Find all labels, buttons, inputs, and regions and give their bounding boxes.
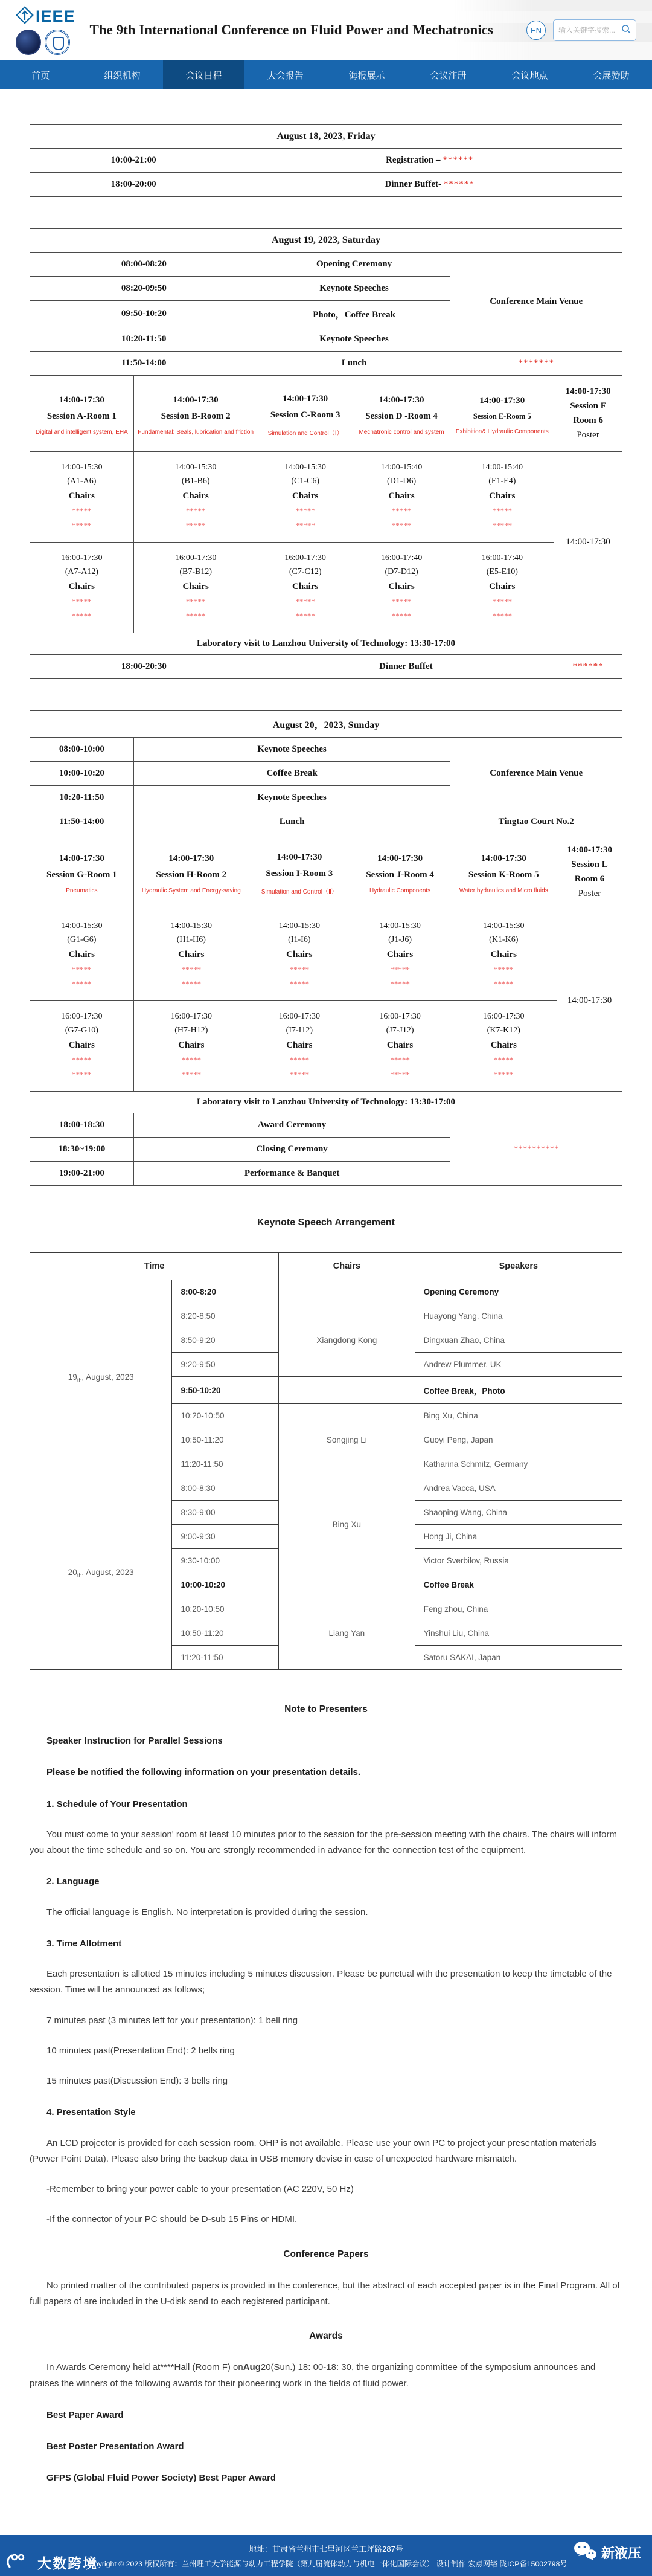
bell-rule: 10 minutes past(Presentation End): 2 bells ring (46, 2045, 235, 2056)
cell-time: 10:20-10:50 (172, 1404, 279, 1428)
cell-time: 08:20-09:50 (30, 277, 258, 301)
cell-time: 18:00-20:30 (30, 655, 258, 679)
logo-column (16, 6, 75, 55)
notes-subheading: Speaker Instruction for Parallel Sessions (46, 1736, 223, 1747)
keynote-section-heading: Keynote Speech Arrangement (257, 1217, 395, 1228)
nav-item-registration[interactable]: 会议注册 (430, 70, 467, 81)
session-f-poster-header: 14:00-17:30 Session F Room 6 Poster (554, 376, 622, 452)
session-topic: Pneumatics (66, 887, 98, 894)
cell-speaker: Satoru SAKAI, Japan (415, 1646, 622, 1670)
page-header (0, 0, 652, 60)
search-input[interactable] (558, 26, 621, 34)
cell-event (237, 149, 622, 173)
poster-session-time: 14:00-17:30 (554, 452, 622, 633)
footer-copyright: Copyright © 2023 版权所有：兰州理工大学能源与动力工程学院（第九届流体动力与机电一体化国际会议） 设计制作 宏点网络 陇ICP备15002798号 (85, 2559, 567, 2568)
date-cell-aug19: $19_{th}$, August, 2023 (30, 1280, 172, 1476)
cell-event: Dinner Buffet (258, 655, 554, 679)
cell-time: 09:50-10:20 (30, 301, 258, 327)
note-to-presenters-section (30, 1701, 622, 2487)
cell-time: 19:00-21:00 (30, 1162, 134, 1186)
session-slot: 14:00-15:30 (G1-G6) Chairs ***** ***** (30, 910, 134, 1001)
day-title: August 20，2023, Sunday (30, 711, 622, 738)
session-header-row (30, 834, 622, 910)
cell-speaker: Opening Ceremony (415, 1280, 622, 1304)
cell-event: Opening Ceremony (258, 253, 450, 277)
session-slot: 14:00-15:30 (A1-A6) Chairs ***** ***** (30, 452, 134, 543)
cell-chair: Songjing Li (279, 1404, 415, 1476)
cell-time: 10:00-21:00 (30, 149, 237, 173)
main-navigation (0, 60, 652, 89)
cell-time: 10:00-10:20 (30, 762, 134, 786)
cell-time: 10:00-10:20 (172, 1573, 279, 1597)
cell-time: 8:30-9:00 (172, 1501, 279, 1525)
dashu-watermark-logo-icon (5, 2552, 35, 2572)
cell-chair: Liang Yan (279, 1597, 415, 1670)
wechat-block[interactable] (572, 2540, 641, 2566)
cell-speaker: Andrea Vacca, USA (415, 1476, 622, 1501)
cell-time: 11:50-14:00 (30, 810, 134, 834)
cell-event: Keynote Speeches (258, 277, 450, 301)
language-en-button[interactable]: EN (526, 21, 546, 40)
cell-time: 8:00-8:20 (172, 1280, 279, 1304)
lab-visit-row (30, 1092, 622, 1113)
cell-time: 9:30-10:00 (172, 1549, 279, 1573)
event-label: Registration – (386, 155, 441, 165)
redacted-stars: ****** (443, 179, 475, 189)
notes-item-heading: 4. Presentation Style (46, 2107, 136, 2118)
cell-time: 8:00-8:30 (172, 1476, 279, 1501)
program-content (16, 89, 636, 2535)
bell-rule: 7 minutes past (3 minutes left for your presentation): 1 bell ring (46, 2015, 298, 2026)
page-title: The 9th International Conference on Fluid Power and Mechatronics (89, 22, 493, 38)
notes-paragraph: The official language is English. No interpretation is provided during the session. (46, 1907, 368, 1918)
session-h-header: 14:00-17:30 Session H-Room 2 Hydraulic System and Energy-saving (133, 834, 249, 910)
session-g-header: 14:00-17:30 Session G-Room 1 Pneumatics (30, 834, 134, 910)
dashu-watermark (5, 2552, 98, 2572)
session-topic: Exhibition& Hydraulic Components (455, 428, 549, 435)
session-topic: Hydraulic Components (369, 887, 431, 894)
session-slot: 14:00-15:40 (D1-D6) Chairs ***** ***** (353, 452, 450, 543)
table-row (30, 738, 622, 762)
wechat-icon (572, 2540, 598, 2566)
cell-event: Photo，Coffee Break (258, 301, 450, 327)
notes-item-heading: 1. Schedule of Your Presentation (46, 1798, 188, 1809)
session-topic: Simulation and Control（Ⅱ） (261, 889, 337, 895)
session-slot: 16:00-17:40 (E5-E10) Chairs ***** ***** (450, 543, 554, 633)
cell-time: 08:00-08:20 (30, 253, 258, 277)
session-slot: 14:00-15:30 (I1-I6) Chairs ***** ***** (249, 910, 350, 1001)
notes-paragraph: You must come to your session' room at least 10 minutes prior to the session for the pre-session meeting with the chairs. The chairs will inform you about the time schedule and so on. You are strongly recommended in advance for the connection test of the equipment. (30, 1829, 617, 1856)
keynote-speech-table (30, 1252, 622, 1670)
cell-event: Keynote Speeches (258, 327, 450, 352)
session-e-header: 14:00-17:30 Session E-Room 5 Exhibition& Hydraulic Components (450, 376, 554, 452)
keynote-row (30, 1476, 622, 1501)
session-topic: Fundamental: Seals, lubrication and friction (138, 429, 254, 436)
award-name: GFPS (Global Fluid Power Society) Best Paper Award (46, 2473, 276, 2484)
cell-time: 11:50-14:00 (30, 352, 258, 376)
session-slot: 16:00-17:30 (J7-J12) Chairs ***** ***** (350, 1001, 450, 1092)
poster-session-time: 14:00-17:30 (557, 910, 622, 1092)
table-row (30, 149, 622, 173)
cell-event: Closing Ceremony (133, 1138, 450, 1162)
session-slot: 16:00-17:30 (G7-G10) Chairs ***** ***** (30, 1001, 134, 1092)
cell-time: 18:00-18:30 (30, 1113, 134, 1138)
session-slot: 14:00-15:30 (C1-C6) Chairs ***** ***** (258, 452, 353, 543)
nav-item-keynotes[interactable]: 大会报告 (267, 70, 304, 81)
cell-speaker: Shaoping Wang, China (415, 1501, 622, 1525)
notes-paragraph: An LCD projector is provided for each session room. OHP is not available. Please use your own PC to project your presentation materials (Power Point Data). Please also bring the backup data in USB memory devise in case of unexpected hardware mismatch. (30, 2137, 597, 2164)
table-row (30, 173, 622, 197)
cell-chair (279, 1377, 415, 1404)
nav-item-home[interactable]: 首页 (31, 70, 50, 81)
session-a-header: 14:00-17:30 Session A-Room 1 Digital and intelligent system, EHA (30, 376, 134, 452)
cell-time: 9:20-9:50 (172, 1353, 279, 1377)
cell-speaker: Dingxuan Zhao, China (415, 1328, 622, 1353)
notes-heading: Note to Presenters (284, 1704, 368, 1715)
cell-lunch-venue: Tingtao Court No.2 (450, 810, 622, 834)
cell-speaker: Bing Xu, China (415, 1404, 622, 1428)
session-slot: 16:00-17:30 (K7-K12) Chairs ***** ***** (450, 1001, 557, 1092)
awards-heading: Awards (309, 2331, 343, 2342)
cell-speaker: Hong Ji, China (415, 1525, 622, 1549)
cell-speaker: Yinshui Liu, China (415, 1621, 622, 1646)
session-slot: 14:00-15:30 (H1-H6) Chairs ***** ***** (133, 910, 249, 1001)
session-d-header: 14:00-17:30 Session D -Room 4 Mechatronic control and system (353, 376, 450, 452)
cell-venue: Conference Main Venue (450, 253, 622, 352)
nav-item-organization[interactable]: 组织机构 (104, 70, 141, 81)
search-icon[interactable] (621, 24, 631, 37)
cell-time: 9:00-9:30 (172, 1525, 279, 1549)
day-title: August 19, 2023, Saturday (30, 229, 622, 253)
cell-event: Lunch (258, 352, 450, 376)
lab-visit-row (30, 633, 622, 655)
cell-speaker: Feng zhou, China (415, 1597, 622, 1621)
cell-time: 10:20-10:50 (172, 1597, 279, 1621)
cell-time: 08:00-10:00 (30, 738, 134, 762)
lab-visit-note: Laboratory visit to Lanzhou University of Technology: 13:30-17:00 (30, 633, 622, 655)
cell-speaker: Victor Sverbilov, Russia (415, 1549, 622, 1573)
col-header-speakers: Speakers (415, 1253, 622, 1280)
university-seal-logo[interactable] (45, 30, 70, 55)
session-block1-row (30, 910, 622, 1001)
session-slot: 16:00-17:30 (H7-H12) Chairs ***** ***** (133, 1001, 249, 1092)
lab-visit-note: Laboratory visit to Lanzhou University of Technology: 13:30-17:00 (30, 1092, 622, 1113)
notes-paragraph: Each presentation is allotted 15 minutes including 5 minutes discussion. Please be punctual with the presentation to keep the timetable of the session. Time will be announced as follows; (30, 1969, 612, 1995)
notes-item-heading: 3. Time Allotment (46, 1938, 122, 1949)
session-topic: Water hydraulics and Micro fluids (459, 887, 548, 894)
cell-event: Performance & Banquet (133, 1162, 450, 1186)
session-block2-row (30, 543, 622, 633)
cell-venue: Conference Main Venue (450, 738, 622, 810)
cell-speaker: Andrew Plummer, UK (415, 1353, 622, 1377)
cell-speaker: Guoyi Peng, Japan (415, 1428, 622, 1452)
session-topic: Mechatronic control and system (359, 429, 444, 436)
session-l-poster-header: 14:00-17:30 Session L Room 6 Poster (557, 834, 622, 910)
cell-time: 18:30~19:00 (30, 1138, 134, 1162)
session-topic: Hydraulic System and Energy-saving (141, 887, 241, 894)
cell-speaker: Katharina Schmitz, Germany (415, 1452, 622, 1476)
nav-item-venue[interactable]: 会议地点 (511, 70, 548, 81)
session-header-row (30, 376, 622, 452)
session-slot: 14:00-15:30 (K1-K6) Chairs ***** ***** (450, 910, 557, 1001)
redacted-stars: ********** (450, 1113, 622, 1186)
schedule-table-aug19 (30, 228, 622, 679)
cell-event: Award Ceremony (133, 1113, 450, 1138)
footer-address: 地址：甘肃省兰州市七里河区兰工坪路287号 (249, 2544, 403, 2554)
redacted-stars: ****** (554, 655, 622, 679)
session-b-header: 14:00-17:30 Session B-Room 2 Fundamental: Seals, lubrication and friction (133, 376, 258, 452)
cell-event (237, 173, 622, 197)
session-slot: 16:00-17:30 (C7-C12) Chairs ***** ***** (258, 543, 353, 633)
ieee-kite-icon (16, 6, 34, 27)
session-i-header: 14:00-17:30 Session I-Room 3 Simulation and Control（Ⅱ） (249, 834, 350, 910)
session-slot: 16:00-17:30 (I7-I12) Chairs ***** ***** (249, 1001, 350, 1092)
page-footer (0, 2535, 652, 2576)
cell-chair (279, 1280, 415, 1304)
cell-chair: Bing Xu (279, 1476, 415, 1573)
awards-paragraph: In Awards Ceremony held at****Hall (Room F) onAug20(Sun.) 18: 00-18: 30, the organizing committee of the symposium announces and praises the winners of the following awards for their pioneering work in the fields of fluid power. (30, 2362, 596, 2389)
ieee-logo[interactable] (16, 6, 75, 27)
keynote-row (30, 1280, 622, 1304)
search-box (553, 19, 636, 41)
event-label: Dinner Buffet- (385, 179, 442, 189)
cell-time: 8:20-8:50 (172, 1304, 279, 1328)
cell-time: 8:50-9:20 (172, 1328, 279, 1353)
cell-time: 10:20-11:50 (30, 786, 134, 810)
award-name: Best Paper Award (46, 2409, 124, 2420)
session-slot: 16:00-17:30 (A7-A12) Chairs ***** ***** (30, 543, 134, 633)
redacted-stars: ******* (450, 352, 622, 376)
keynote-header-row (30, 1253, 622, 1280)
schedule-table-aug20 (30, 710, 622, 1186)
schedule-table-aug18 (30, 124, 622, 197)
session-c-header: 14:00-17:30 Session C-Room 3 Simulation and Control（Ⅰ） (258, 376, 353, 452)
cell-chair: Xiangdong Kong (279, 1304, 415, 1377)
col-header-chairs: Chairs (279, 1253, 415, 1280)
dashu-watermark-text: 大数跨境 (37, 2555, 98, 2571)
table-row-lunch (30, 810, 622, 834)
cell-event: Lunch (133, 810, 450, 834)
cell-time: 18:00-20:00 (30, 173, 237, 197)
cell-event: Keynote Speeches (133, 786, 450, 810)
date-cell-aug20: $20_{th}$, August, 2023 (30, 1476, 172, 1670)
notes-paragraph: -Remember to bring your power cable to your presentation (AC 220V, 50 Hz) (46, 2184, 354, 2195)
cell-speaker: Coffee Break，Photo (415, 1377, 622, 1404)
cell-time: 10:50-11:20 (172, 1621, 279, 1646)
fptc-society-logo[interactable] (16, 30, 41, 55)
session-slot: 14:00-15:40 (E1-E4) Chairs ***** ***** (450, 452, 554, 543)
ieee-wordmark: IEEE (36, 7, 75, 25)
session-j-header: 14:00-17:30 Session J-Room 4 Hydraulic Components (350, 834, 450, 910)
redacted-stars: ****** (443, 155, 474, 165)
cell-speaker: Huayong Yang, China (415, 1304, 622, 1328)
session-slot: 16:00-17:30 (B7-B12) Chairs ***** ***** (133, 543, 258, 633)
nav-item-sponsors[interactable]: 会展赞助 (593, 70, 630, 81)
bell-rule: 15 minutes past(Discussion End): 3 bells ring (46, 2076, 228, 2087)
notes-item-heading: 2. Language (46, 1876, 100, 1887)
table-row-lunch (30, 352, 622, 376)
session-slot: 14:00-15:30 (J1-J6) Chairs ***** ***** (350, 910, 450, 1001)
cell-time: 11:20-11:50 (172, 1452, 279, 1476)
nav-item-program[interactable]: 会议日程 (163, 60, 245, 89)
session-slot: 16:00-17:40 (D7-D12) Chairs ***** ***** (353, 543, 450, 633)
session-topic: Digital and intelligent system, EHA (35, 429, 128, 436)
session-block2-row (30, 1001, 622, 1092)
session-slot: 14:00-15:30 (B1-B6) Chairs ***** ***** (133, 452, 258, 543)
award-name: Best Poster Presentation Award (46, 2441, 184, 2452)
table-row-evening (30, 1113, 622, 1138)
table-row (30, 253, 622, 277)
notes-paragraph: -If the connector of your PC should be D-sub 15 Pins or HDMI. (46, 2214, 298, 2225)
wechat-account-label: 新液压 (601, 2545, 641, 2561)
nav-item-posters[interactable]: 海报展示 (348, 70, 385, 81)
cell-speaker: Coffee Break (415, 1573, 622, 1597)
col-header-time: Time (30, 1253, 279, 1280)
cell-event: Keynote Speeches (133, 738, 450, 762)
cell-time: 11:20-11:50 (172, 1646, 279, 1670)
cell-time: 9:50-10:20 (172, 1377, 279, 1404)
papers-heading: Conference Papers (283, 2249, 369, 2259)
session-k-header: 14:00-17:30 Session K-Room 5 Water hydraulics and Micro fluids (450, 834, 557, 910)
session-block1-row (30, 452, 622, 543)
cell-event: Coffee Break (133, 762, 450, 786)
day-title: August 18, 2023, Friday (30, 125, 622, 149)
cell-chair (279, 1573, 415, 1597)
notes-paragraph: No printed matter of the contributed papers is provided in the conference, but the abstract of each accepted paper is in the Final Program. All of full papers of are included in the U-disk send to each registered participant. (30, 2280, 620, 2307)
cell-time: 10:50-11:20 (172, 1428, 279, 1452)
session-topic: Simulation and Control（Ⅰ） (267, 430, 343, 437)
cell-time: 10:20-11:50 (30, 327, 258, 352)
notes-subheading: Please be notified the following information on your presentation details. (46, 1767, 361, 1778)
table-row-dinner (30, 655, 622, 679)
